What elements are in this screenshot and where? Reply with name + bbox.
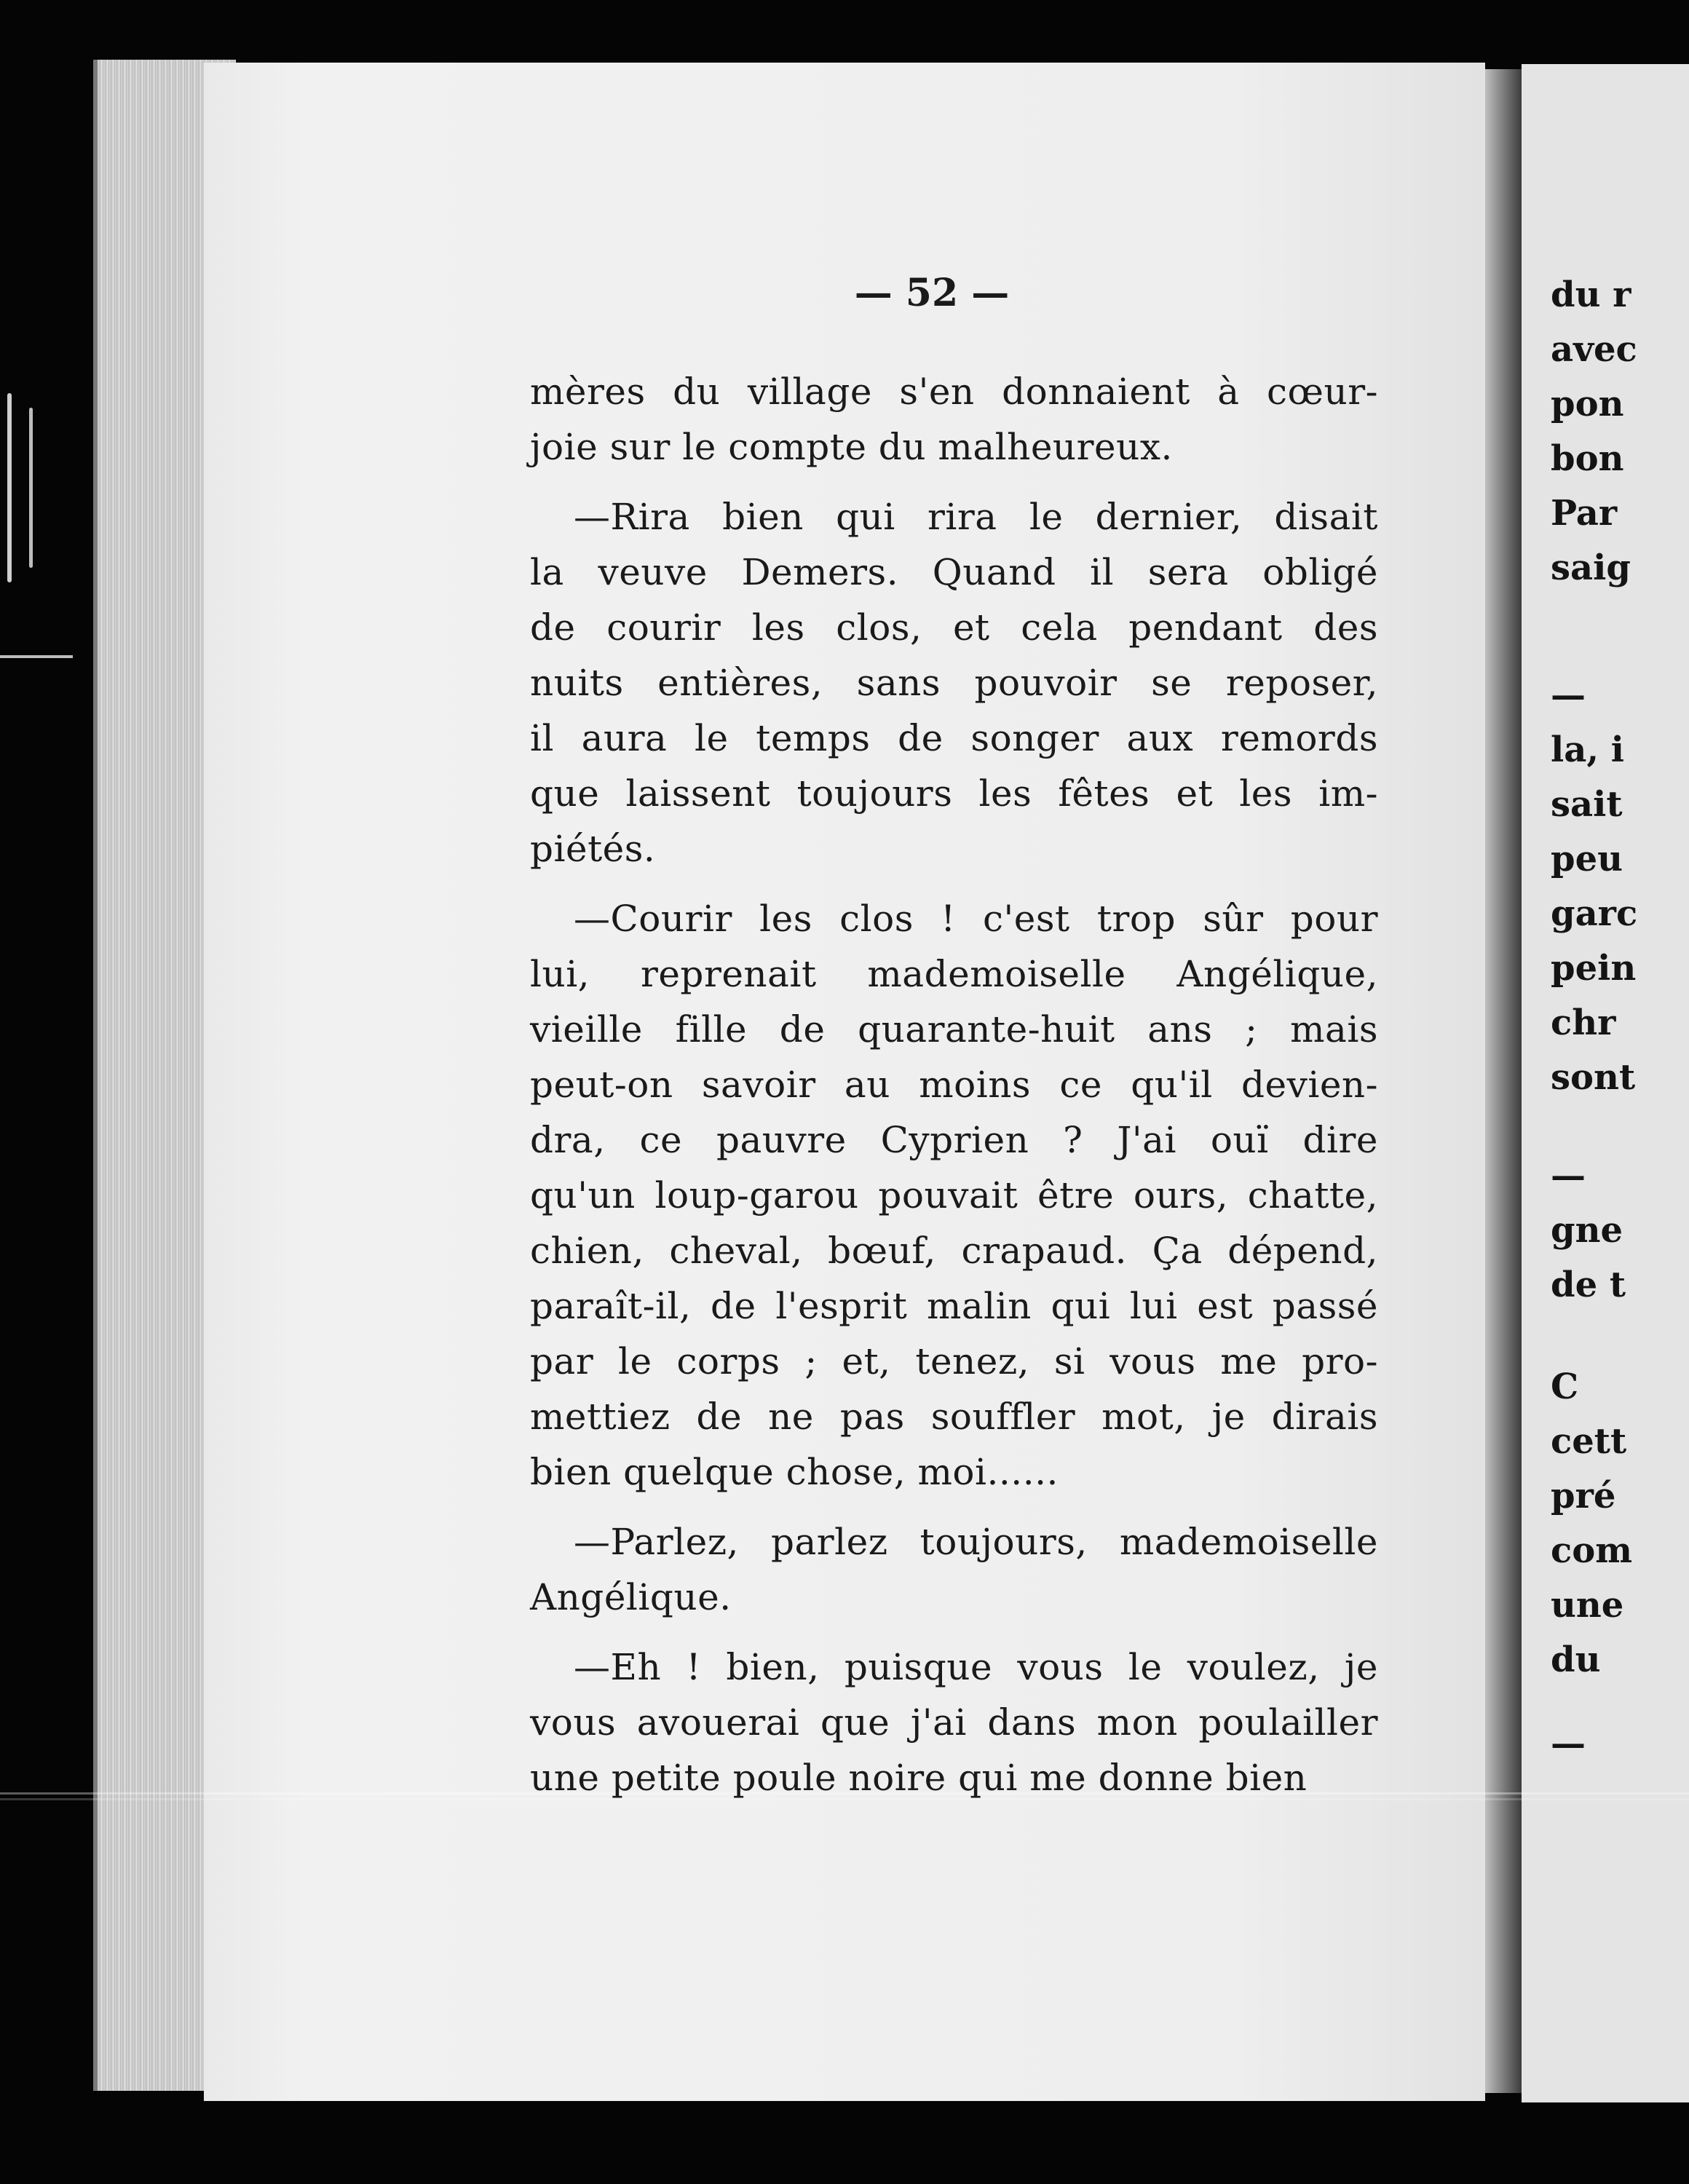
next-page-line: saig bbox=[1551, 547, 1631, 588]
text-line: une petite poule noire qui me donne bien bbox=[530, 1757, 1308, 1799]
next-page-line: — bbox=[1551, 1723, 1586, 1764]
paragraph bbox=[530, 1639, 1378, 1805]
next-page-line: pon bbox=[1551, 384, 1624, 424]
next-page-line: cett bbox=[1551, 1421, 1627, 1462]
text-line: il aura le temps de songer aux remords bbox=[530, 717, 1378, 759]
text-line: lui, reprenait mademoiselle Angélique, bbox=[530, 953, 1378, 995]
scan-artifact bbox=[0, 655, 73, 658]
next-page-line: com bbox=[1551, 1530, 1633, 1571]
text-line: que laissent toujours les fêtes et les im- bbox=[530, 772, 1378, 815]
next-page-fragment bbox=[1522, 64, 1689, 2102]
text-line: piétés. bbox=[530, 828, 656, 870]
text-line: vieille fille de quarante-huit ans ; mais bbox=[530, 1008, 1378, 1051]
text-line: mères du village s'en donnaient à cœur- bbox=[530, 371, 1378, 413]
next-page-line: — bbox=[1551, 675, 1586, 716]
text-line: —Eh ! bien, puisque vous le voulez, je bbox=[574, 1646, 1378, 1688]
text-line: paraît-il, de l'esprit malin qui lui est passé bbox=[530, 1285, 1378, 1327]
text-line: par le corps ; et, tenez, si vous me pro- bbox=[530, 1340, 1378, 1382]
next-page-line: garc bbox=[1551, 893, 1638, 934]
next-page-line: — bbox=[1551, 1155, 1586, 1196]
next-page-line: peu bbox=[1551, 839, 1623, 879]
next-page-line: pein bbox=[1551, 948, 1637, 989]
text-line: —Rira bien qui rira le dernier, disait bbox=[574, 496, 1378, 538]
scan-artifact bbox=[29, 408, 33, 568]
book-gutter bbox=[1485, 69, 1522, 2093]
text-line: dra, ce pauvre Cyprien ? J'ai ouï dire bbox=[530, 1119, 1378, 1161]
next-page-line: une bbox=[1551, 1585, 1624, 1626]
paragraph bbox=[530, 364, 1378, 475]
text-line: —Parlez, parlez toujours, mademoiselle bbox=[574, 1521, 1378, 1563]
text-line: Angélique. bbox=[530, 1576, 732, 1618]
text-line: mettiez de ne pas souffler mot, je dirais bbox=[530, 1396, 1378, 1438]
paragraph bbox=[530, 489, 1378, 877]
next-page-line: Par bbox=[1551, 493, 1618, 534]
paragraph bbox=[530, 891, 1378, 1500]
text-line: —Courir les clos ! c'est trop sûr pour bbox=[574, 898, 1378, 940]
next-page-line: du r bbox=[1551, 274, 1631, 315]
next-page-line: bon bbox=[1551, 438, 1624, 479]
next-page-line: gne bbox=[1551, 1210, 1623, 1251]
text-line: peut-on savoir au moins ce qu'il devien- bbox=[530, 1064, 1378, 1106]
text-line: de courir les clos, et cela pendant des bbox=[530, 606, 1378, 649]
text-column bbox=[530, 364, 1378, 1805]
page-number: — 52 — bbox=[854, 271, 1010, 315]
text-line: bien quelque chose, moi...... bbox=[530, 1451, 1059, 1493]
next-page-line: de t bbox=[1551, 1265, 1626, 1305]
next-page-line: chr bbox=[1551, 1002, 1616, 1043]
paragraph bbox=[530, 1514, 1378, 1625]
next-page-line: C bbox=[1551, 1366, 1579, 1407]
text-line: vous avouerai que j'ai dans mon poulailler bbox=[530, 1701, 1378, 1744]
text-line: joie sur le compte du malheureux. bbox=[530, 426, 1173, 468]
text-line: la veuve Demers. Quand il sera obligé bbox=[530, 551, 1378, 593]
next-page-line: sait bbox=[1551, 784, 1623, 825]
next-page-line: pré bbox=[1551, 1476, 1616, 1516]
next-page-line: avec bbox=[1551, 329, 1637, 370]
text-line: qu'un loup-garou pouvait être ours, chatte, bbox=[530, 1174, 1378, 1216]
text-line: chien, cheval, bœuf, crapaud. Ça dépend, bbox=[530, 1230, 1378, 1272]
text-line: nuits entières, sans pouvoir se reposer, bbox=[530, 662, 1378, 704]
scan-artifact bbox=[7, 393, 12, 582]
next-page-line: sont bbox=[1551, 1057, 1636, 1098]
next-page-line: la, i bbox=[1551, 729, 1624, 770]
next-page-line: du bbox=[1551, 1639, 1601, 1680]
